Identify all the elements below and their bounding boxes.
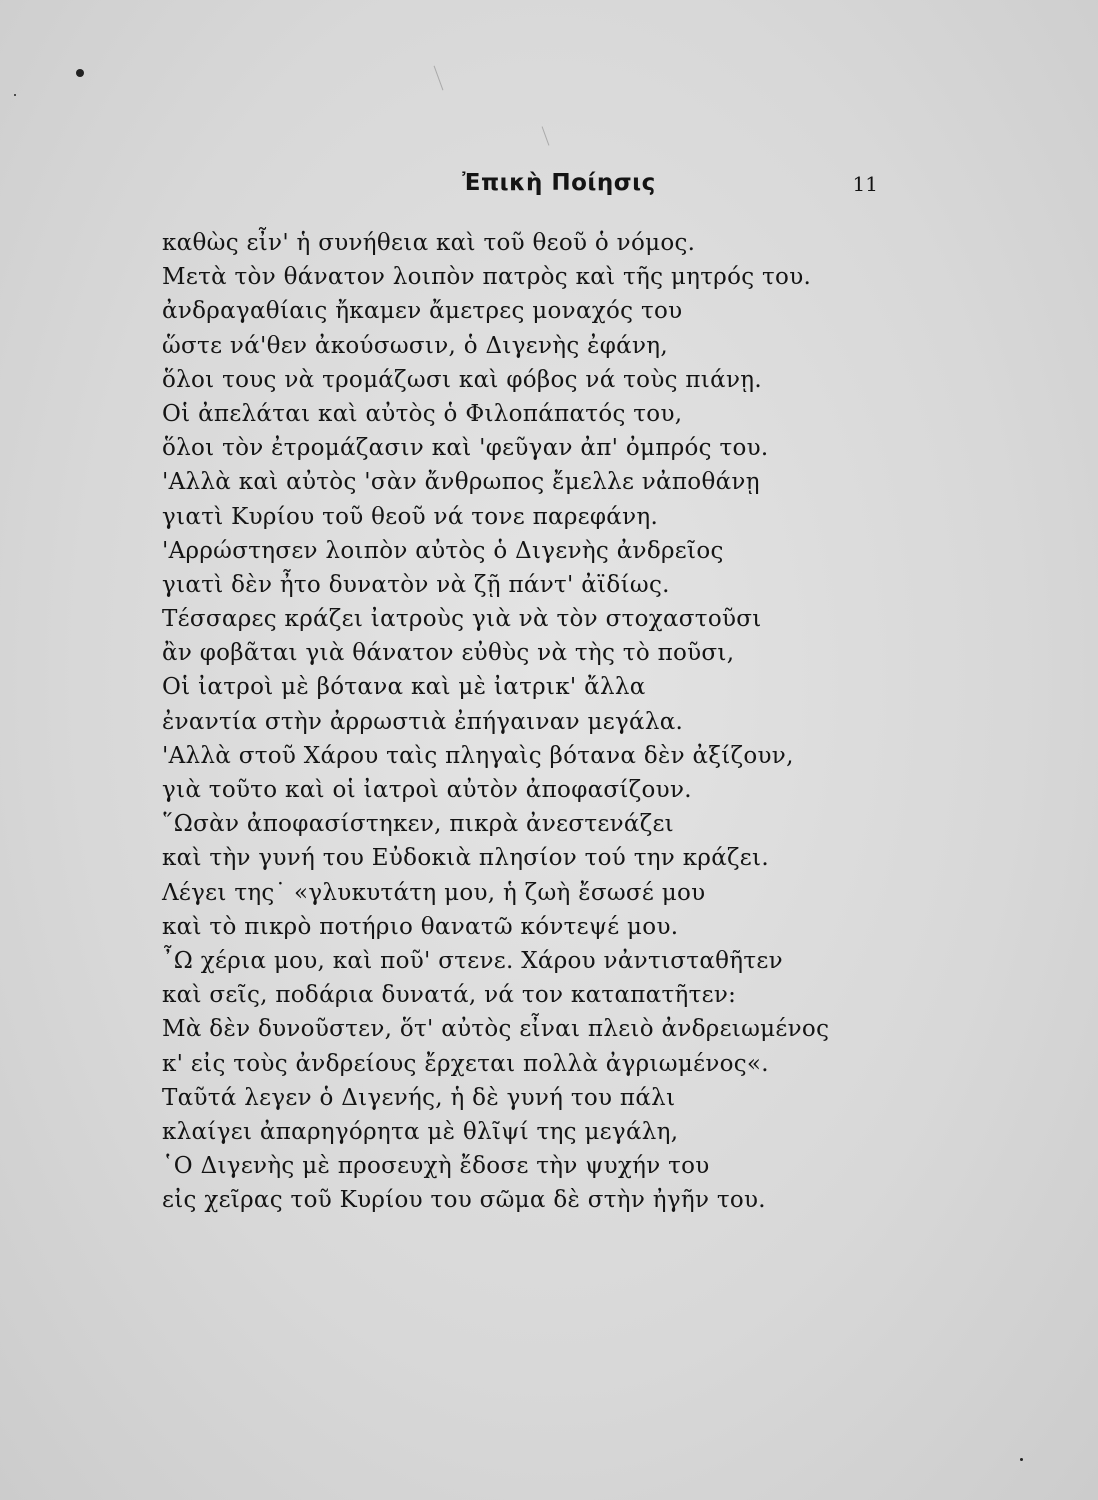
page-number: 11 xyxy=(852,172,878,196)
verse-line: ὅλοι τὸν ἐτρομάζασιν καὶ 'φεῦγαν ἀπ' ὀμπρός του. xyxy=(162,435,769,462)
verse-line: Οἱ ἀπελάται καὶ αὐτὸς ὁ Φιλοπάπατός του, xyxy=(162,400,683,427)
verse-line: ὅλοι τους νὰ τρομάζωσι καὶ φόβος νά τοὺς πιάνῃ. xyxy=(162,366,762,393)
verse-line: Οἱ ἰατροὶ μὲ βότανα καὶ μὲ ἰατρικ' ἄλλα xyxy=(162,674,646,701)
verse-line: ῏Ω χέρια μου, καὶ ποῦ' στενε. Χάρου νἀντισταθῆτεν xyxy=(162,947,783,974)
verse-line: 'Αρρώστησεν λοιπὸν αὐτὸς ὁ Διγενὴς ἀνδρεῖος xyxy=(162,537,724,564)
verse-line: 'Αλλὰ στοῦ Χάρου ταὶς πληγαὶς βότανα δὲν ἀξίζουν, xyxy=(162,742,794,769)
verse-line: γιατὶ Κυρίου τοῦ θεοῦ νά τονε παρεφάνη. xyxy=(162,503,659,530)
verse-line: γιὰ τοῦτο καὶ οἱ ἰατροὶ αὐτὸν ἀποφασίζουν. xyxy=(162,777,692,803)
verse-line: Τέσσαρες κράζει ἰατροὺς γιὰ νὰ τὸν στοχαστοῦσι xyxy=(162,606,762,633)
verse-line: καὶ σεῖς, ποδάρια δυνατά, νά τον καταπατῆτεν: xyxy=(162,982,737,1009)
verse-line: κ' εἰς τοὺς ἀνδρείους ἔρχεται πολλὰ ἀγριωμένος«. xyxy=(162,1050,769,1077)
ink-speck xyxy=(1020,1458,1023,1461)
ink-speck xyxy=(14,94,16,96)
verse-line: καὶ τὸ πικρὸ ποτήριο θανατῶ κόντεψέ μου. xyxy=(162,913,679,940)
verse-line: καθὼς εἶν' ἡ συνήθεια καὶ τοῦ θεοῦ ὁ νόμος. xyxy=(162,230,696,256)
ink-speck xyxy=(76,69,84,77)
verse-line: ἂν φοβᾶται γιὰ θάνατον εὐθὺς νὰ τὴς τὸ ποῦσι, xyxy=(162,640,735,667)
paper-scratch xyxy=(434,66,444,91)
running-head-title: Ἐπικὴ Ποίησις xyxy=(462,170,656,196)
verse-line: ῾Ο Διγενὴς μὲ προσευχὴ ἔδοσε τὴν ψυχήν του xyxy=(162,1153,710,1180)
verse-line: 'Αλλὰ καὶ αὐτὸς 'σὰν ἄνθρωπος ἔμελλε νἀποθάνῃ xyxy=(162,469,760,496)
verse-line: καὶ τὴν γυνή του Εὐδοκιὰ πλησίον τού την κράζει. xyxy=(162,845,769,872)
verse-line: ὥστε νά'θεν ἀκούσωσιν, ὁ Διγενὴς ἐφάνη, xyxy=(162,332,668,359)
verse-line: κλαίγει ἀπαρηγόρητα μὲ θλῖψί της μεγάλη, xyxy=(162,1118,679,1145)
verse-line: Μὰ δὲν δυνοῦστεν, ὅτ' αὐτὸς εἶναι πλειὸ ἀνδρειωμένος xyxy=(162,1016,830,1043)
verse-line: Μετὰ τὸν θάνατον λοιπὸν πατρὸς καὶ τῆς μητρός του. xyxy=(162,264,812,291)
paper-scratch xyxy=(542,126,550,145)
verse-line: γιατὶ δὲν ἦτο δυνατὸν νὰ ζῇ πάντ' ἀϊδίως. xyxy=(162,571,670,598)
verse-line: ἐναντία στὴν ἀρρωστιὰ ἐπήγαιναν μεγάλα. xyxy=(162,708,684,735)
verse-line: εἰς χεῖρας τοῦ Κυρίου του σῶμα δὲ στὴν ἠγῆν του. xyxy=(162,1187,766,1214)
poem-text xyxy=(162,226,842,1217)
verse-line: ἀνδραγαθίαις ἤκαμεν ἄμετρες μοναχός του xyxy=(162,298,683,325)
verse-line: Λέγει της˙ «γλυκυτάτη μου, ἡ ζωὴ ἔσωσέ μου xyxy=(162,879,706,906)
verse-line: Ταῦτά λεγεν ὁ Διγενής, ἡ δὲ γυνή του πάλι xyxy=(162,1084,676,1111)
verse-line: ῞Ωσὰν ἀποφασίστηκεν, πικρὰ ἀνεστενάζει xyxy=(162,811,674,838)
